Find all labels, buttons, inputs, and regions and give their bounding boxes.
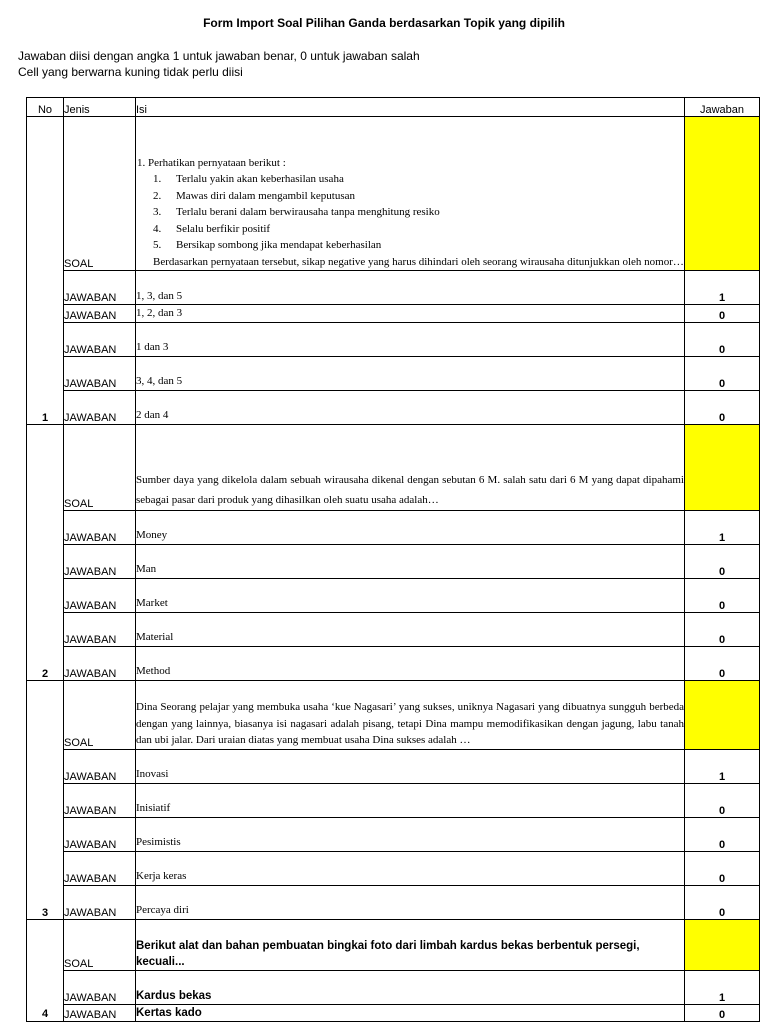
answer-text-cell[interactable]: Market [136,578,685,612]
jenis-cell: SOAL [64,919,136,970]
answer-cell-disabled [685,680,760,749]
jenis-cell: JAWABAN [64,271,136,305]
answer-text-cell[interactable]: Inisiatif [136,783,685,817]
question-text-cell[interactable]: Berikut alat dan bahan pembuatan bingkai foto dari limbah kardus bekas berbentuk persegi, kecuali... [136,919,685,970]
answer-cell-disabled [685,919,760,970]
page-title: Form Import Soal Pilihan Ganda berdasarkan Topik yang dipilih [203,16,565,30]
answer-value-cell[interactable]: 0 [685,646,760,680]
answer-text-cell[interactable]: Pesimistis [136,817,685,851]
answer-value-cell[interactable]: 0 [685,783,760,817]
answer-value-cell[interactable]: 0 [685,885,760,919]
question-number: 1 [27,117,64,425]
jenis-cell: JAWABAN [64,817,136,851]
instruction-line: Jawaban diisi dengan angka 1 untuk jawaban benar, 0 untuk jawaban salah [18,49,420,63]
jenis-cell: JAWABAN [64,305,136,323]
jenis-cell: JAWABAN [64,390,136,424]
jenis-cell: JAWABAN [64,783,136,817]
header-isi: Isi [136,98,685,117]
answer-text-cell[interactable]: Percaya diri [136,885,685,919]
statement-item: 3. Terlalu berani dalam berwirausaha tanpa menghitung resiko [153,206,440,218]
answer-text-cell[interactable]: 1, 2, dan 3 [136,305,685,323]
question-table [26,97,760,1022]
answer-value-cell[interactable]: 0 [685,356,760,390]
jenis-cell: JAWABAN [64,544,136,578]
statement-item: 1. Terlalu yakin akan keberhasilan usaha [153,173,344,185]
table-row [27,817,760,851]
table-row [27,356,760,390]
statement-item: 4. Selalu berfikir positif [153,222,271,235]
table-row [27,1004,760,1021]
answer-text-cell[interactable]: 1, 3, dan 5 [136,271,685,305]
table-row [27,851,760,885]
question-number: 2 [27,424,64,680]
answer-value-cell[interactable]: 0 [685,578,760,612]
answer-value-cell[interactable]: 0 [685,612,760,646]
table-row [27,749,760,783]
table-row [27,783,760,817]
answer-cell-disabled [685,424,760,510]
header-jenis: Jenis [64,98,136,117]
question-intro: 1. Perhatikan pernyataan berikut : [137,156,286,169]
table-row [27,305,760,323]
answer-text-cell[interactable]: Money [136,510,685,544]
answer-text-cell[interactable]: Kerja keras [136,851,685,885]
table-row [27,390,760,424]
answer-text-cell[interactable]: Kertas kado [136,1004,685,1021]
answer-text-cell[interactable]: 3, 4, dan 5 [136,356,685,390]
question-number: 4 [27,919,64,1021]
question-text-cell[interactable]: Sumber daya yang dikelola dalam sebuah wirausaha dikenal dengan sebutan 6 M. salah satu dari 6 M yang dapat dipahami sebagai pasar dari produk yang dihasilkan oleh suatu usaha adalah… [136,424,685,510]
jenis-cell: JAWABAN [64,1004,136,1021]
jenis-cell: JAWABAN [64,970,136,1004]
table-row [27,578,760,612]
answer-text-cell[interactable]: Material [136,612,685,646]
table-row [27,919,760,970]
answer-text-cell[interactable]: Inovasi [136,749,685,783]
answer-text-cell[interactable]: 1 dan 3 [136,322,685,356]
answer-value-cell[interactable]: 0 [685,322,760,356]
jenis-cell: JAWABAN [64,612,136,646]
header-jawaban: Jawaban [685,98,760,117]
table-row [27,510,760,544]
question-number: 3 [27,680,64,919]
table-row [27,424,760,510]
jenis-cell: JAWABAN [64,885,136,919]
answer-text-cell[interactable]: Method [136,646,685,680]
table-row [27,680,760,749]
table-row [27,271,760,305]
question-text-cell[interactable]: Dina Seorang pelajar yang membuka usaha ‘kue Nagasari’ yang sukses, uniknya Nagasari yang dibuatnya sungguh berbeda dengan yang lainnya, biasanya isi nagasari adalah pisang, tetapi Dina mampu memodifikasikan dengan jagung, labu tanah dan ubi jalar. Dari uraian diatas yang membuat usaha Dina sukses adalah … [136,680,685,749]
answer-value-cell[interactable]: 1 [685,271,760,305]
answer-cell-disabled [685,117,760,271]
table-row [27,970,760,1004]
jenis-cell: JAWABAN [64,851,136,885]
jenis-cell: JAWABAN [64,322,136,356]
jenis-cell: JAWABAN [64,510,136,544]
question-tail: Berdasarkan pernyataan tersebut, sikap negative yang harus dihindari oleh seorang wirausaha ditunjukkan oleh nomor… [153,255,684,268]
answer-value-cell[interactable]: 0 [685,851,760,885]
jenis-cell: JAWABAN [64,578,136,612]
table-row [27,646,760,680]
instruction-line: Cell yang berwarna kuning tidak perlu diisi [18,65,243,79]
jenis-cell: SOAL [64,680,136,749]
answer-value-cell[interactable]: 1 [685,510,760,544]
answer-text-cell[interactable]: Man [136,544,685,578]
statement-item: 5. Bersikap sombong jika mendapat keberhasilan [153,239,382,251]
table-row [27,117,760,271]
answer-value-cell[interactable]: 1 [685,749,760,783]
jenis-cell: SOAL [64,424,136,510]
question-text-cell[interactable] [136,117,685,271]
answer-value-cell[interactable]: 0 [685,544,760,578]
jenis-cell: SOAL [64,117,136,271]
table-row [27,612,760,646]
answer-value-cell[interactable]: 0 [685,1004,760,1021]
jenis-cell: JAWABAN [64,356,136,390]
answer-value-cell[interactable]: 0 [685,390,760,424]
statement-item: 2. Mawas diri dalam mengambil keputusan [153,189,356,202]
answer-text-cell[interactable]: 2 dan 4 [136,390,685,424]
answer-value-cell[interactable]: 0 [685,305,760,323]
answer-value-cell[interactable]: 1 [685,970,760,1004]
jenis-cell: JAWABAN [64,646,136,680]
table-row [27,544,760,578]
table-header-row [27,98,760,117]
header-no: No [27,98,64,117]
table-row [27,322,760,356]
jenis-cell: JAWABAN [64,749,136,783]
answer-value-cell[interactable]: 0 [685,817,760,851]
table-row [27,885,760,919]
answer-text-cell[interactable]: Kardus bekas [136,970,685,1004]
